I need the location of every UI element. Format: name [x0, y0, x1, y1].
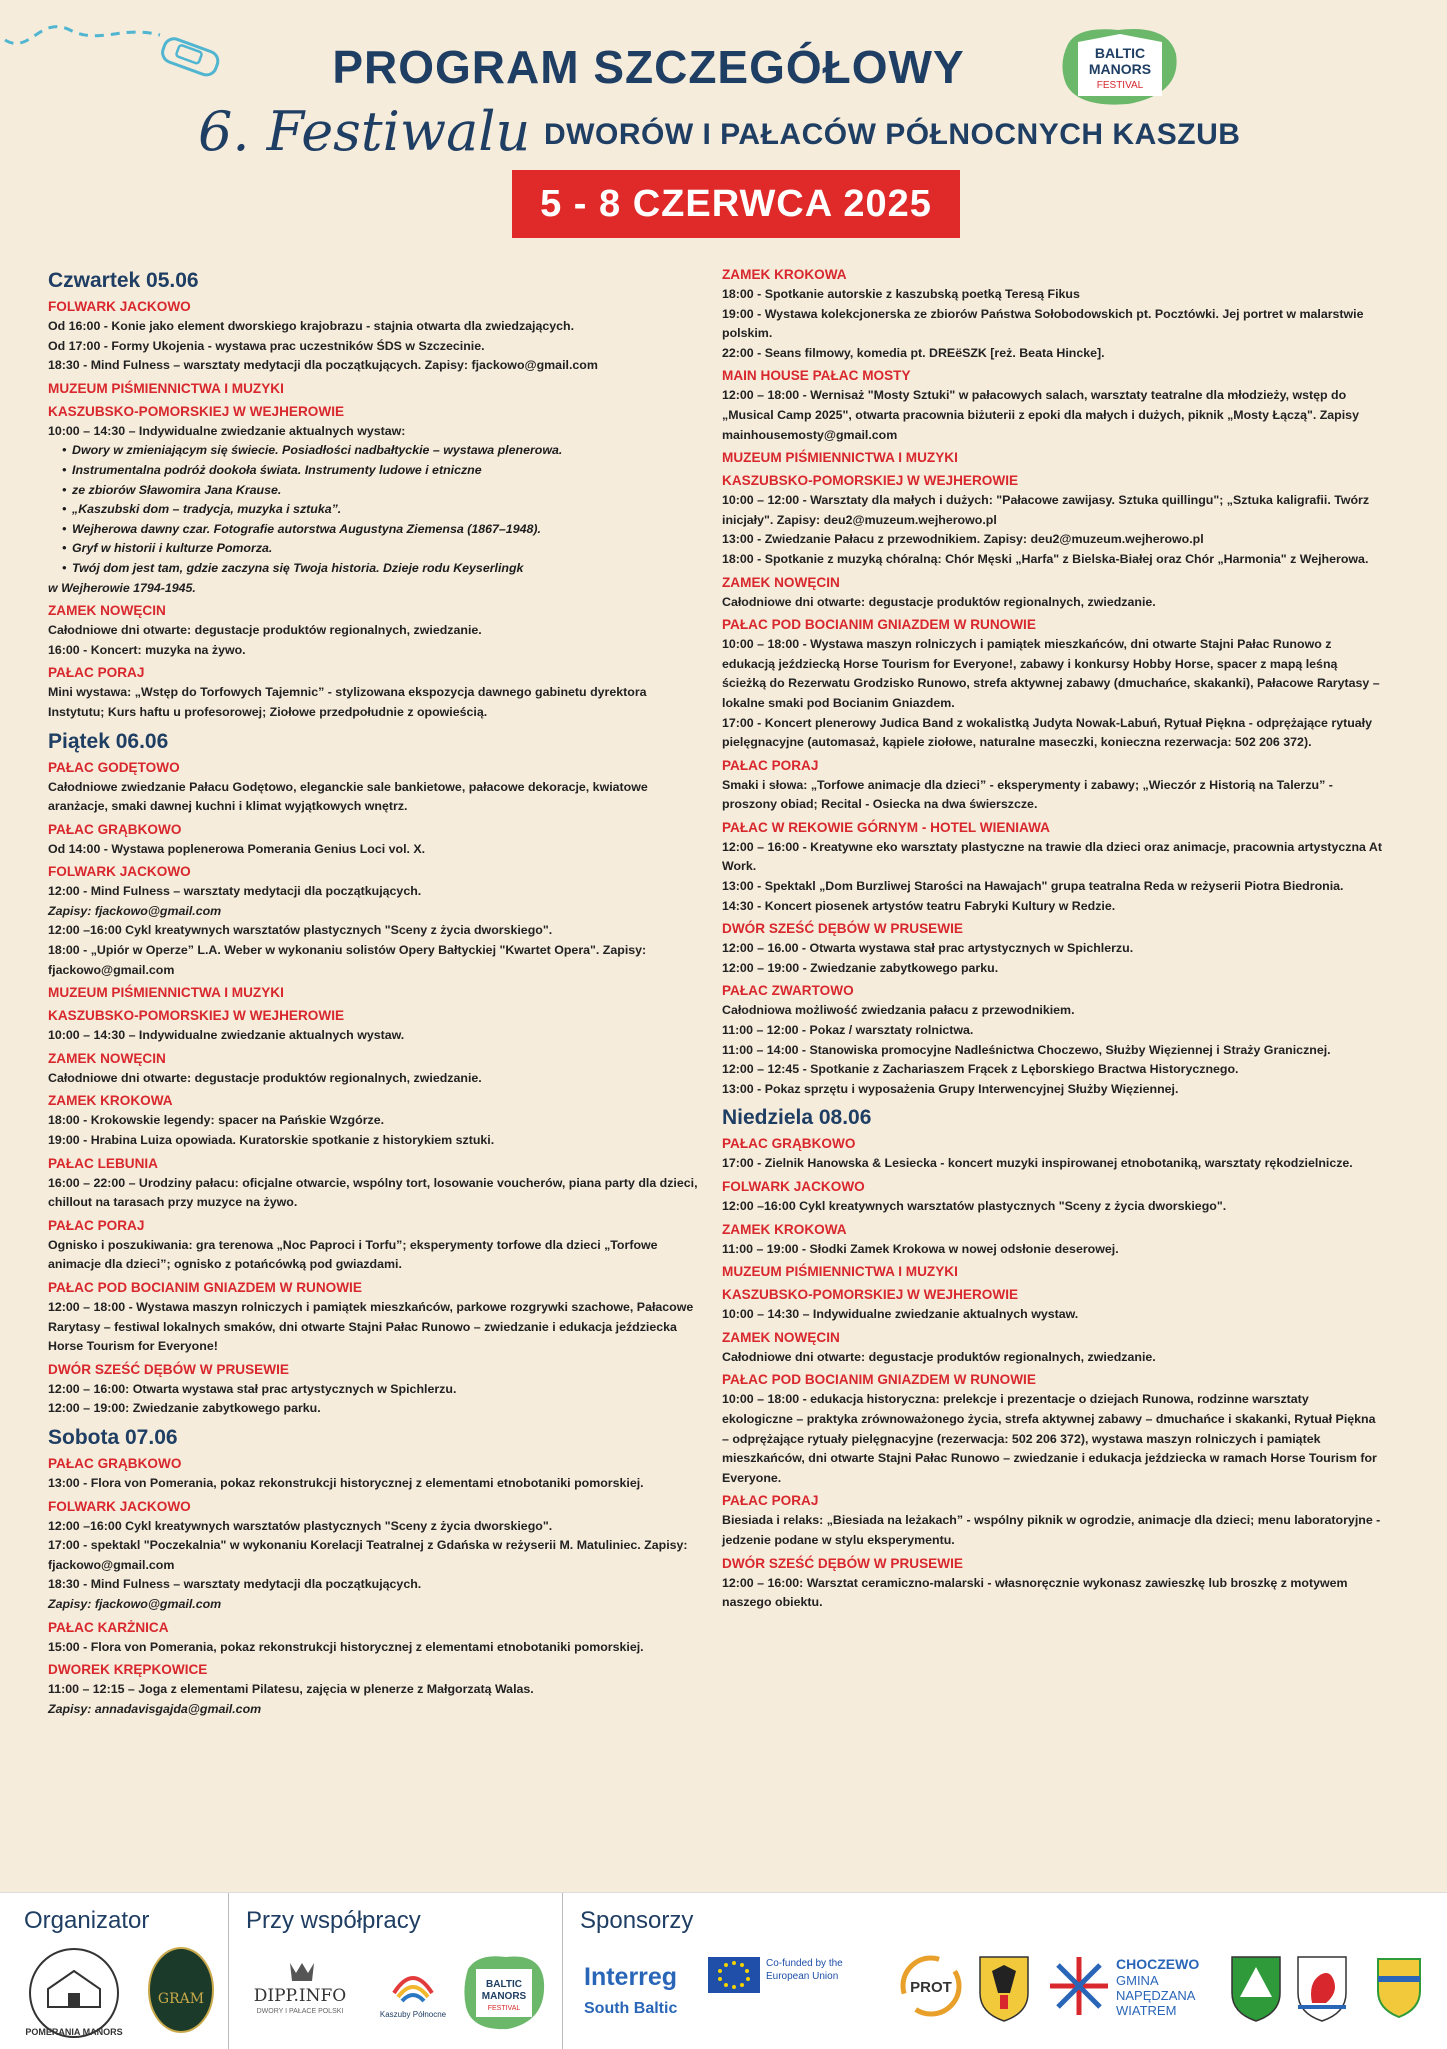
program-entry: 12:00 –16:00 Cykl kreatywnych warsztatów plastycznych "Sceny z życia dworskiego". [722, 1199, 1227, 1213]
footer-divider [562, 1893, 563, 2049]
program-entry: 10:00 – 14:30 – Indywidualne zwiedzanie aktualnych wystaw. [48, 1028, 405, 1043]
eu-logo-text: Co-funded by the European Union [766, 1958, 843, 1982]
venue-heading: ZAMEK KROKOWA [722, 267, 847, 282]
venue-heading: KASZUBSKO-POMORSKIEJ W WEJHEROWIE [48, 403, 345, 419]
program-entry: 18:00 - Krokowskie legendy: spacer na Pańskie Wzgórze. [48, 1113, 385, 1128]
exhibition-item: • Wejherowa dawny czar. Fotografie autorstwa Augustyna Ziemensa (1867–1948). [48, 520, 702, 540]
exhibition-item: • ze zbiorów Sławomira Jana Krause. [48, 481, 702, 501]
venue-heading: ZAMEK NOWĘCIN [722, 1329, 840, 1345]
program-entry: Biesiada i relaks: „Biesiada na leżakach” - wspólny piknik w ogrodzie, animacje dla dzieci; menu laboratoryjne - jedzenie podane w stylu eksperymentu. [722, 1513, 1381, 1547]
program-entry: 12:00 – 19:00: Zwiedzanie zabytkowego parku. [48, 1401, 321, 1416]
program-entry: 18:30 - Mind Fulness – warsztaty medytacji dla początkujących. Zapisy: fjackowo@gmail.com [48, 358, 598, 373]
coat-of-arms-icon [976, 1953, 1032, 2023]
choczewo-logo-text-1: CHOCZEWO [1116, 1956, 1200, 1972]
venue-heading: MUZEUM PIŚMIENNICTWA I MUZYKI [48, 985, 284, 1001]
venue-heading: PAŁAC GRĄBKOWO [48, 821, 182, 837]
sponsors-footer [0, 1892, 1447, 2049]
program-entry: 12:00 - Mind Fulness – warsztaty medytacji dla początkujących. [48, 884, 422, 899]
program-entry: 10:00 – 12:00 - Warsztaty dla małych i dużych: "Pałacowe zawijasy. Sztuka quillingu"; „Sztuka kaligrafii. Twórz inicjały". Zapisy: deu2@muzeum.wejherowo.pl [722, 493, 1370, 527]
venue-heading: MUZEUM PIŚMIENNICTWA I MUZYKI [722, 1264, 958, 1280]
program-entry: 17:00 - Zielnik Hanowska & Lesiecka - koncert muzyki inspirowanej etnobotaniką, warsztaty rękodzielnicze. [722, 1156, 1353, 1171]
program-entry: 11:00 – 19:00 - Słodki Zamek Krokowa w nowej odsłonie deserowej. [722, 1241, 1119, 1256]
star-logo-icon [1046, 1953, 1112, 2019]
venue-heading: FOLWARK JACKOWO [722, 1179, 865, 1194]
program-entry: Całodniowe dni otwarte: degustacje produktów regionalnych, zwiedzanie. [722, 594, 1156, 609]
venue-heading: MUZEUM PIŚMIENNICTWA I MUZYKI [48, 380, 284, 396]
exhibition-item: • Twój dom jest tam, gdzie zaczyna się Twoja historia. Dzieje rodu Keyserlingk [48, 559, 702, 579]
logo-text-2: MANORS [1088, 61, 1152, 77]
program-entry: Całodniowe dni otwarte: degustacje produktów regionalnych, zwiedzanie. [722, 1349, 1156, 1364]
venue-heading: ZAMEK NOWĘCIN [48, 603, 166, 619]
venue-heading: KASZUBSKO-POMORSKIEJ W WEJHEROWIE [722, 473, 1019, 489]
baltic-logo-text-2: MANORS [481, 1991, 527, 2002]
venue-heading: ZAMEK NOWĘCIN [48, 1050, 166, 1066]
logo-text-1: BALTIC [1094, 45, 1146, 61]
program-entry: 10:00 – 18:00 - Wystawa maszyn rolniczych i pamiątek mieszkańców, dni otwarte Stajni Pałac Runowo z edukacją jeździecką Horse Tourism for Everyone!, zabawy i konkursy Hobby Horse, spacer z mapą leśną ścieżką do Rezerwatu Grodzisko Runowo, strefa aktywnej zabawy (dmuchańce, skakanki), Pałacowe Rarytasy – lokalne smaki pod Bocianim Gniazdem. [722, 637, 1380, 710]
program-entry: Całodniowe zwiedzanie Pałacu Godętowo, eleganckie sale bankietowe, pałacowe dekoracje, kwiatowe aranżacje, smaki dawnej kuchni i klimat wyjątkowych wnętrz. [48, 779, 648, 814]
program-entry: Od 17:00 - Formy Ukojenia - wystawa prac uczestników ŚDS w Szczecinie. [48, 338, 485, 353]
venue-heading: FOLWARK JACKOWO [48, 299, 191, 314]
cooperation-label: Przy współpracy [246, 1907, 421, 1934]
venue-heading: PAŁAC GRĄBKOWO [48, 1455, 182, 1471]
festival-number: 6. Festiwalu [198, 100, 531, 163]
program-entry: Całodniowe dni otwarte: degustacje produktów regionalnych, zwiedzanie. [48, 623, 482, 638]
gram-logo [145, 1943, 217, 2037]
choczewo-logo-text-2: GMINA [1116, 1973, 1159, 1988]
venue-heading: PAŁAC LEBUNIA [48, 1155, 159, 1171]
venue-heading: PAŁAC GODĘTOWO [48, 759, 180, 775]
kaszuby-logo-text: Kaszuby Północne [379, 2010, 447, 2019]
choczewo-logo-text-3: NAPĘDZANA [1116, 1988, 1196, 2003]
exhibition-item: • Gryf w historii i kulturze Pomorza. [48, 539, 702, 559]
festival-name: DWORÓW I PAŁACÓW PÓŁNOCNYCH KASZUB [544, 118, 1241, 151]
gram-logo-text: GRAM [157, 1991, 205, 2007]
program-entry: 22:00 - Seans filmowy, komedia pt. DREëSZK [reż. Beata Hincke]. [722, 345, 1105, 360]
prot-logo-text: PROT [910, 1979, 952, 1996]
venue-heading: PAŁAC KARŻNICA [48, 1619, 169, 1635]
venue-heading: PAŁAC GRĄBKOWO [722, 1136, 856, 1152]
griffin-coat-of-arms-icon [1294, 1953, 1350, 2023]
venue-heading: FOLWARK JACKOWO [48, 864, 191, 880]
venue-heading: DWÓR SZEŚĆ DĘBÓW W PRUSEWIE [48, 1361, 289, 1377]
program-entry: 18:30 - Mind Fulness – warsztaty medytacji dla początkujących. [48, 1577, 422, 1592]
eu-flag-logo [706, 1953, 882, 2013]
venue-heading: MAIN HOUSE PAŁAC MOSTY [722, 368, 911, 384]
program-entry: 10:00 – 18:00 - edukacja historyczna: prelekcje i prezentacje o dziejach Runowa, rodzinne warsztaty ekologiczne – praktyka zrównoważonego życia, strefa aktywnej zabawy – dmuchańce i skakanki, Rytuał Piękna – odprężające rytuały pielęgnacyjne (rezerwacja: 502 206 372), wystawa maszyn rolniczych i pamiątek mieszkańców, dni otwarte Stajni Pałac Runowo – zwiedzanie i edukacja jeździecka w ramach Horse Tourism for Everyone. [722, 1392, 1377, 1485]
program-entry: 16:00 – 22:00 – Urodziny pałacu: oficjalne otwarcie, wspólny tort, losowanie voucherów, piana party dla dzieci, chillout na tarasach przy muzyce na żywo. [48, 1175, 698, 1210]
dipp-logo-subtext: DWORY I PAŁACE POLSKI [256, 2008, 344, 2015]
dipp-logo [240, 1953, 360, 2033]
program-entry: 13:00 - Pokaz sprzętu i wyposażenia Grupy Interwencyjnej Służby Więziennej. [722, 1081, 1179, 1096]
choczewo-logo-text-4: WIATREM [1116, 2003, 1177, 2018]
venue-heading: DWÓR SZEŚĆ DĘBÓW W PRUSEWIE [722, 921, 963, 937]
venue-heading: ZAMEK NOWĘCIN [722, 574, 840, 590]
program-entry: 12:00 – 19:00 - Zwiedzanie zabytkowego parku. [722, 960, 999, 975]
program-entry: 14:30 - Koncert piosenek artystów teatru Fabryki Kultury w Redzie. [722, 898, 1116, 913]
program-entry: 12:00 – 18:00 - Wystawa maszyn rolniczych i pamiątek mieszkańców, parkowe rozgrywki szachowe, Pałacowe Rarytasy – festiwal lokalnych smaków, dni otwarte Stajni Pałac Runowo – zwiedzanie i edukacja jeździecka Horse Tourism for Everyone! [48, 1300, 694, 1354]
venue-heading: ZAMEK KROKOWA [48, 1093, 173, 1109]
exhibition-item: • „Kaszubski dom – tradycja, muzyka i sztuka”. [48, 500, 702, 520]
program-entry: 19:00 - Hrabina Luiza opowiada. Kuratorskie spotkanie z historykiem sztuki. [48, 1133, 495, 1148]
day-heading: Sobota 07.06 [48, 1425, 178, 1449]
program-entry: 10:00 – 14:30 – Indywidualne zwiedzanie aktualnych wystaw. [722, 1307, 1079, 1322]
program-entry: 13:00 - Zwiedzanie Pałacu z przewodnikiem. Zapisy: deu2@muzeum.wejherowo.pl [722, 532, 1204, 547]
program-entry: Smaki i słowa: „Torfowe animacje dla dzieci” - eksperymenty i zabawy; „Wieczór z Historią na Talerzu” - proszony obiad; Recital - Osiecka na dwa świerszcze. [722, 777, 1333, 812]
venue-heading: PAŁAC POD BOCIANIM GNIAZDEM W RUNOWIE [48, 1280, 362, 1295]
venue-heading: PAŁAC POD BOCIANIM GNIAZDEM W RUNOWIE [722, 1372, 1036, 1388]
program-entry: Całodniowe dni otwarte: degustacje produktów regionalnych, zwiedzanie. [48, 1070, 482, 1085]
program-entry: 15:00 - Flora von Pomerania, pokaz rekonstrukcji historycznej z elementami etnobotaniki pomorskiej. [48, 1639, 644, 1654]
program-entry: 12:00 – 16:00: Otwarta wystawa stał prac artystycznych w Spichlerzu. [48, 1381, 457, 1396]
program-entry: Zapisy: annadavisgajda@gmail.com [48, 1701, 262, 1716]
venue-heading: MUZEUM PIŚMIENNICTWA I MUZYKI [722, 450, 958, 466]
venue-heading: PAŁAC PORAJ [722, 757, 819, 773]
interreg-logo-text: Interreg [584, 1963, 678, 1991]
venue-heading: PAŁAC ZWARTOWO [722, 983, 854, 999]
baltic-logo-text-3: FESTIVAL [487, 2005, 521, 2012]
program-entry: 16:00 - Koncert: muzyka na żywo. [48, 642, 246, 657]
venue-heading: DWOREK KRĘPKOWICE [48, 1662, 208, 1678]
choczewo-logo [1116, 1953, 1228, 2033]
dipp-logo-text: DIPP.INFO [253, 1986, 347, 2006]
green-coat-of-arms-icon [1228, 1953, 1284, 2023]
organizer-label: Organizator [24, 1907, 150, 1934]
baltic-logo-text-1: BALTIC [486, 1979, 522, 1990]
day-heading: Niedziela 08.06 [722, 1106, 872, 1130]
municipality-coat-of-arms-icon [1374, 1955, 1424, 2021]
program-entry: Zapisy: fjackowo@gmail.com [48, 903, 222, 918]
day-heading: Czwartek 05.06 [48, 269, 199, 292]
day-heading: Piątek 06.06 [48, 729, 169, 753]
baltic-manors-logo [1058, 24, 1182, 108]
pomerania-manors-logo [18, 1943, 130, 2043]
venue-heading: FOLWARK JACKOWO [48, 1498, 191, 1514]
program-entry: 12:00 – 12:45 - Spotkanie z Zachariaszem Frącek z Lęborskiego Bractwa Historycznego. [722, 1062, 1239, 1077]
program-entry: w Wejherowie 1794-1945. [48, 580, 196, 595]
program-entry: Ognisko i poszukiwania: gra terenowa „Noc Paproci i Torfu”; eksperymenty torfowe dla dzieci „Torfowe animacje dla dzieci”; ognisko z potańcówką pod gwiazdami. [48, 1237, 658, 1272]
program-entry: 18:00 - Spotkanie z muzyką chóralną: Chór Męski „Harfa" z Bielska-Białej oraz Chór „Harmonia" z Wejherowa. [722, 551, 1369, 566]
program-entry: Od 16:00 - Konie jako element dworskiego krajobrazu - stajnia otwarta dla zwiedzających. [48, 319, 575, 333]
program-entry: 10:00 – 14:30 – Indywidualne zwiedzanie aktualnych wystaw: [48, 423, 406, 438]
program-entry: 12:00 – 18:00 - Wernisaż "Mosty Sztuki" w pałacowych salach, warsztaty teatralne dla młodzieży, wstęp do „Musical Camp 2025", otwarta pracownia biżuterii z epoki dla małych i dużych, piknik „Mosty Łączą". Zapisy mainhousemosty@gmail.com [722, 388, 1359, 442]
program-entry: 19:00 - Wystawa kolekcjonerska ze zbiorów Państwa Sołobodowskich pt. Pocztówki. Jej portret w malarstwie polskim. [722, 306, 1364, 341]
program-entry: 18:00 - Spotkanie autorskie z kaszubską poetką Teresą Fikus [722, 287, 1080, 301]
venue-heading: PAŁAC PORAJ [48, 1217, 145, 1233]
footer-divider [228, 1893, 229, 2049]
program-left-column [48, 262, 702, 1719]
program-entry: Całodniowa możliwość zwiedzania pałacu z przewodnikiem. [722, 1003, 1075, 1018]
program-right-column [722, 262, 1382, 1613]
page-title: PROGRAM SZCZEGÓŁOWY [332, 41, 965, 93]
program-entry: 12:00 – 16.00 - Otwarta wystawa stał prac artystycznych w Spichlerzu. [722, 941, 1134, 956]
baltic-manors-festival-logo [460, 1949, 548, 2035]
program-entry: 12:00 – 16:00 - Kreatywne eko warsztaty plastyczne na trawie dla dzieci oraz animacje, pracownia artystyczna At Work. [722, 839, 1382, 874]
venue-heading: PAŁAC PORAJ [48, 665, 145, 681]
prot-logo [898, 1953, 964, 2019]
venue-heading: KASZUBSKO-POMORSKIEJ W WEJHEROWIE [722, 1287, 1019, 1303]
program-entry: 11:00 – 12:00 - Pokaz / warsztaty rolnictwa. [722, 1023, 974, 1038]
interreg-logo [580, 1955, 692, 2035]
south-baltic-logo-text: South Baltic [584, 2000, 678, 2017]
program-entry: 13:00 - Spektakl „Dom Burzliwej Starości na Hawajach" grupa teatralna Reda w reżyserii Piotra Biedronia. [722, 879, 1344, 894]
program-entry: Zapisy: fjackowo@gmail.com [48, 1596, 222, 1611]
venue-heading: KASZUBSKO-POMORSKIEJ W WEJHEROWIE [48, 1008, 345, 1024]
program-entry: 18:00 - „Upiór w Operze” L.A. Weber w wykonaniu solistów Opery Bałtyckiej "Kwartet Opera". Zapisy: fjackowo@gmail.com [48, 943, 647, 977]
exhibition-item: • Dwory w zmieniającym się świecie. Posiadłości nadbałtyckie – wystawa plenerowa. [48, 441, 702, 461]
program-entry: Mini wystawa: „Wstęp do Torfowych Tajemnic” - stylizowana ekspozycja dawnego gabinetu dyrektora Instytutu; Kurs haftu u profesorowej; Ziołowe przedpołudnie z opowieścią. [48, 685, 647, 719]
sponsors-label: Sponsorzy [580, 1907, 694, 1934]
pomerania-logo-text: POMERANIA MANORS [25, 2027, 123, 2037]
kaszuby-polnocne-logo [374, 1953, 452, 2033]
exhibition-item: • Instrumentalna podróż dookoła świata. Instrumenty ludowe i etniczne [48, 461, 702, 481]
program-entry: 12:00 –16:00 Cykl kreatywnych warsztatów plastycznych "Sceny z życia dworskiego". [48, 923, 553, 938]
venue-heading: PAŁAC POD BOCIANIM GNIAZDEM W RUNOWIE [722, 617, 1036, 633]
program-entry: 11:00 – 12:15 – Joga z elementami Pilatesu, zajęcia w plenerze z Małgorzatą Walas. [48, 1682, 534, 1697]
festival-dates: 5 - 8 CZERWCA 2025 [512, 170, 960, 238]
venue-heading: ZAMEK KROKOWA [722, 1221, 847, 1237]
program-entry: 17:00 - Koncert plenerowy Judica Band z wokalistką Judyta Nowak-Labuń, Rytuał Piękna - odprężające rytuały pielęgnacyjne (automasaż, kąpiele ziołowe, naturalne maseczki, konieczna rezerwacja: 502 206 372). [722, 715, 1373, 750]
program-entry: 12:00 –16:00 Cykl kreatywnych warsztatów plastycznych "Sceny z życia dworskiego". [48, 1518, 553, 1533]
program-entry: Od 14:00 - Wystawa poplenerowa Pomerania Genius Loci vol. X. [48, 841, 426, 856]
program-entry: 13:00 - Flora von Pomerania, pokaz rekonstrukcji historycznej z elementami etnobotaniki pomorskiej. [48, 1475, 644, 1490]
venue-heading: PAŁAC W REKOWIE GÓRNYM - HOTEL WIENIAWA [722, 819, 1051, 835]
logo-text-3: FESTIVAL [1096, 80, 1144, 91]
program-entry: 17:00 - spektakl "Poczekalnia" w wykonaniu Korelacji Teatralnej z Gdańska w reżyserii M. Matuliniec. Zapisy: fjackowo@gmail.com [48, 1538, 688, 1572]
venue-heading: DWÓR SZEŚĆ DĘBÓW W PRUSEWIE [722, 1555, 963, 1571]
program-entry: 12:00 – 16:00: Warsztat ceramiczno-malarski - własnoręcznie wykonasz zawieszkę lub broszkę z motywem naszego obiektu. [722, 1575, 1348, 1610]
program-entry: 11:00 – 14:00 - Stanowiska promocyjne Nadleśnictwa Choczewo, Służby Więziennej i Straży Granicznej. [722, 1042, 1331, 1057]
venue-heading: PAŁAC PORAJ [722, 1493, 819, 1509]
